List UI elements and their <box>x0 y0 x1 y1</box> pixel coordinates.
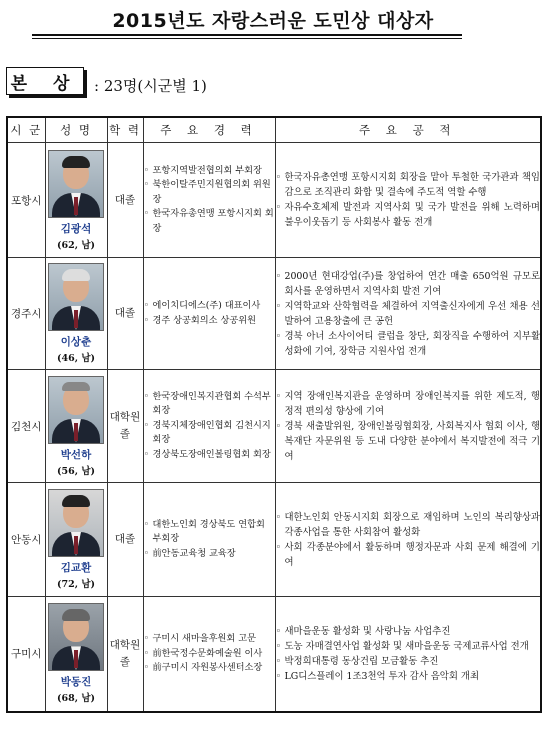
achievement-item: ◦ 새마을운동 활성화 및 사랑나눔 사업추진 <box>276 624 541 639</box>
portrait-photo <box>48 489 104 557</box>
photo-cell <box>45 483 107 597</box>
achievement-item: ◦ 도농 자매결연사업 활성화 및 새마을운동 국제교류사업 전개 <box>276 639 541 654</box>
career-item: ◦ 한국자유총연맹 포항시지회 회장 <box>144 207 275 236</box>
table-row <box>7 258 541 370</box>
awardee-name: 김광석 <box>60 222 92 235</box>
education-cell: 대졸 <box>107 258 143 370</box>
page-title: 2015년도 자랑스러운 도민상 대상자 <box>112 10 434 32</box>
header-education: 학 력 <box>107 117 143 143</box>
table-row <box>7 597 541 712</box>
achievement-item: ◦ 대한노인회 안동시지회 회장으로 재임하며 노인의 복리향상과 각종사업을 통한 사회참여 활성화 <box>276 510 541 540</box>
career-cell <box>143 258 275 370</box>
career-item: ◦ 前구미시 자원봉사센터소장 <box>144 661 275 676</box>
career-cell <box>143 143 275 258</box>
photo-cell <box>45 597 107 712</box>
photo-cell <box>45 370 107 483</box>
career-item: ◦ 경상북도장애인볼링협회 회장 <box>144 448 275 463</box>
achievement-item: ◦ 사회 각종분야에서 활동하며 행정자문과 사회 문제 해결에 기여 <box>276 540 541 570</box>
region-cell: 포항시 <box>7 143 45 258</box>
portrait-photo <box>48 376 104 444</box>
photo-cell <box>45 258 107 370</box>
awardee-age: (46, 남) <box>56 353 95 364</box>
career-cell <box>143 370 275 483</box>
career-item: ◦ 경북지체장애인협회 김천시지회장 <box>144 419 275 448</box>
achievement-item: ◦ 2000년 현대강업(주)를 창업하여 연간 매출 650억원 규모로 회사를 운영하면서 지역사회 발전 기여 <box>276 269 541 299</box>
awardee-age: (72, 남) <box>56 579 95 590</box>
region-cell: 경주시 <box>7 258 45 370</box>
portrait-photo <box>48 263 104 331</box>
education-cell: 대학원졸 <box>107 370 143 483</box>
education-cell: 대졸 <box>107 483 143 597</box>
career-item: ◦ 구미시 새마을후원회 고문 <box>144 632 275 647</box>
awardees-table <box>6 116 542 713</box>
career-item: ◦ 대한노인회 경상북도 연합회 부회장 <box>144 518 275 547</box>
career-cell <box>143 483 275 597</box>
achievement-item: ◦ 한국자유총연맹 포항시지회 회장을 맡아 투철한 국가관과 책임감으로 조직관리 화합 및 결속에 주도적 역할 수행 <box>276 170 541 200</box>
career-cell <box>143 597 275 712</box>
education-cell: 대졸 <box>107 143 143 258</box>
career-item: ◦ 에이치디에스(주) 대표이사 <box>144 299 275 314</box>
photo-cell <box>45 143 107 258</box>
title-underline-thin <box>32 38 462 39</box>
career-item: ◦ 경주 상공회의소 상공위원 <box>144 314 275 329</box>
career-item: ◦ 포항지역발전협의회 부회장 <box>144 164 275 179</box>
table-row <box>7 370 541 483</box>
achievement-item: ◦ 경북 아너 소사이어티 클럽을 창단, 회장직을 수행하여 지부활성화에 기여, 장학금 지원사업 전개 <box>276 329 541 359</box>
awardee-name: 박동진 <box>60 676 92 689</box>
portrait-photo <box>48 150 104 218</box>
career-item: ◦ 북한이탈주민지원협의회 위원장 <box>144 178 275 207</box>
portrait-photo <box>48 603 104 671</box>
achievements-cell <box>275 370 541 483</box>
achievement-item: ◦ 자유수호체제 발전과 지역사회 및 국가 발전을 위해 노력하며 불우이웃돕기 등 사회봉사 활동 전개 <box>276 200 541 230</box>
awardee-name: 박선하 <box>60 448 92 461</box>
achievements-cell <box>275 143 541 258</box>
achievement-item: ◦ 박정희대통령 동상건립 모금활동 추진 <box>276 654 541 669</box>
region-cell: 구미시 <box>7 597 45 712</box>
table-row <box>7 483 541 597</box>
achievement-item: ◦ 지역학교와 산학협력을 체결하여 지역출신자에게 우선 채용 선발하여 고용창출에 큰 공헌 <box>276 299 541 329</box>
achievement-item: ◦ LG디스플레이 1조3천억 투자 감사 음악회 개최 <box>276 669 541 684</box>
achievements-cell <box>275 258 541 370</box>
awardee-name: 김교환 <box>60 562 92 574</box>
region-cell: 김천시 <box>7 370 45 483</box>
table-row <box>7 143 541 258</box>
region-cell: 안동시 <box>7 483 45 597</box>
header-region: 시 군 <box>7 117 45 143</box>
awardee-name: 이상춘 <box>60 336 92 348</box>
career-item: ◦ 前안동교육청 교육장 <box>144 547 275 562</box>
title-underline <box>32 34 462 36</box>
header-achievements: 주 요 공 적 <box>275 117 541 143</box>
education-cell: 대학원졸 <box>107 597 143 712</box>
awardee-age: (56, 남) <box>56 465 95 477</box>
awardee-age: (68, 남) <box>56 693 95 705</box>
section-count: : 23명(시군별 1) <box>94 77 207 95</box>
awardee-age: (62, 남) <box>56 239 95 251</box>
section-label: 본 상 <box>6 67 84 95</box>
header-career: 주 요 경 력 <box>143 117 275 143</box>
achievements-cell <box>275 483 541 597</box>
table-header-row <box>7 117 541 143</box>
career-item: ◦ 前한국정수문화예술원 이사 <box>144 647 275 662</box>
header-name: 성 명 <box>45 117 107 143</box>
career-item: ◦ 한국장애인복지관협회 수석부회장 <box>144 390 275 419</box>
achievement-item: ◦ 경북 새출발위원, 장애인볼링협회장, 사회복지사 협회 이사, 행복재단 자문위원 등 도내 다양한 분야에서 복지발전에 적극 기여 <box>276 419 541 464</box>
achievement-item: ◦ 지역 장애인복지관을 운영하며 장애인복지를 위한 제도적, 행정적 편의성 향상에 기여 <box>276 389 541 419</box>
achievements-cell <box>275 597 541 712</box>
